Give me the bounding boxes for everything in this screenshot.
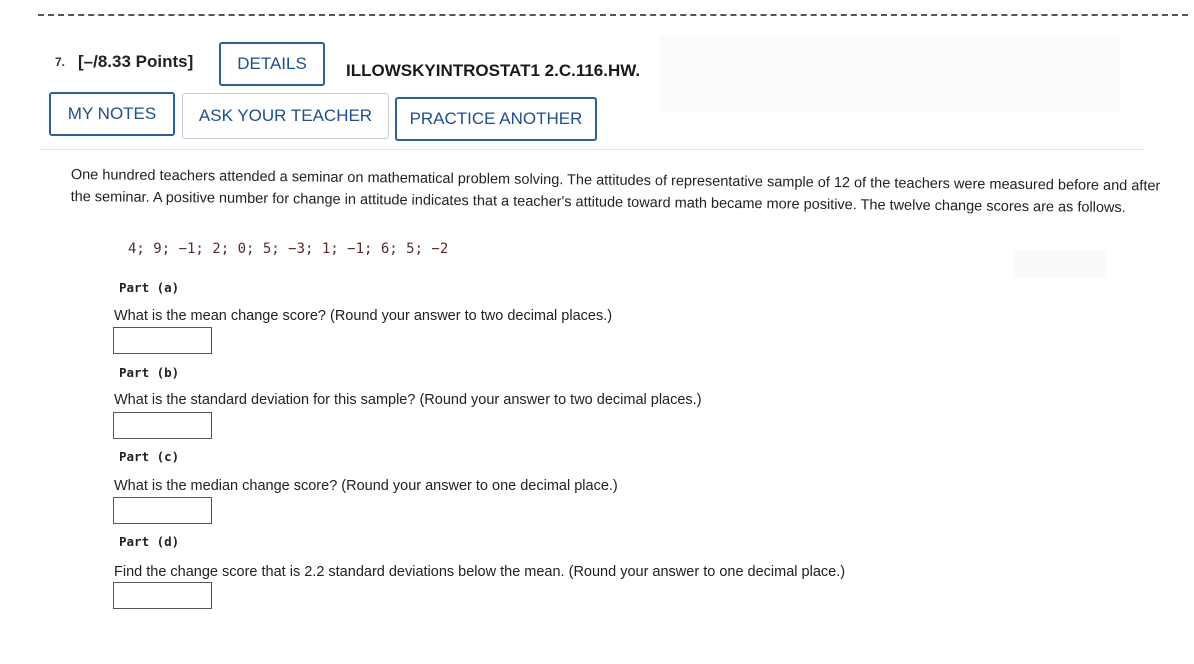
part-d-answer-input[interactable] bbox=[113, 582, 212, 609]
part-a-question: What is the mean change score? (Round your answer to two decimal places.) bbox=[114, 308, 613, 324]
background-artifact bbox=[660, 36, 1120, 112]
part-c-answer-input[interactable] bbox=[113, 497, 212, 524]
top-divider bbox=[38, 14, 1188, 16]
details-button[interactable]: DETAILS bbox=[219, 42, 325, 86]
part-a-label: Part (a) bbox=[119, 280, 180, 295]
part-d-question: Find the change score that is 2.2 standard deviations below the mean. (Round your answer to one decimal place.) bbox=[114, 564, 846, 580]
ask-teacher-button[interactable]: ASK YOUR TEACHER bbox=[184, 94, 387, 138]
change-scores-data: 4; 9; −1; 2; 0; 5; −3; 1; −1; 6; 5; −2 bbox=[128, 241, 449, 257]
practice-another-button[interactable]: PRACTICE ANOTHER bbox=[395, 97, 597, 141]
part-a-answer-input[interactable] bbox=[113, 327, 212, 354]
question-points: [–/8.33 Points] bbox=[78, 52, 194, 71]
part-b-label: Part (b) bbox=[119, 365, 180, 380]
background-artifact bbox=[1015, 250, 1105, 278]
part-c-label: Part (c) bbox=[119, 449, 180, 464]
part-b-question: What is the standard deviation for this sample? (Round your answer to two decimal places.) bbox=[114, 392, 702, 408]
assignment-id: ILLOWSKYINTROSTAT1 2.C.116.HW. bbox=[346, 61, 641, 80]
my-notes-button[interactable]: MY NOTES bbox=[49, 92, 175, 136]
header-divider bbox=[40, 149, 1145, 150]
problem-statement: One hundred teachers attended a seminar on mathematical problem solving. The attitudes of representative sample of 12 of the teachers were measured before and after the seminar. A positive number for change in attitude indicates that a teacher's attitude toward math became more positive. The twelve change scores are as follows. bbox=[70, 166, 1161, 217]
part-c-question: What is the median change score? (Round your answer to one decimal place.) bbox=[114, 478, 618, 494]
question-number: 7. bbox=[55, 55, 66, 69]
part-b-answer-input[interactable] bbox=[113, 412, 212, 439]
part-d-label: Part (d) bbox=[119, 534, 180, 549]
